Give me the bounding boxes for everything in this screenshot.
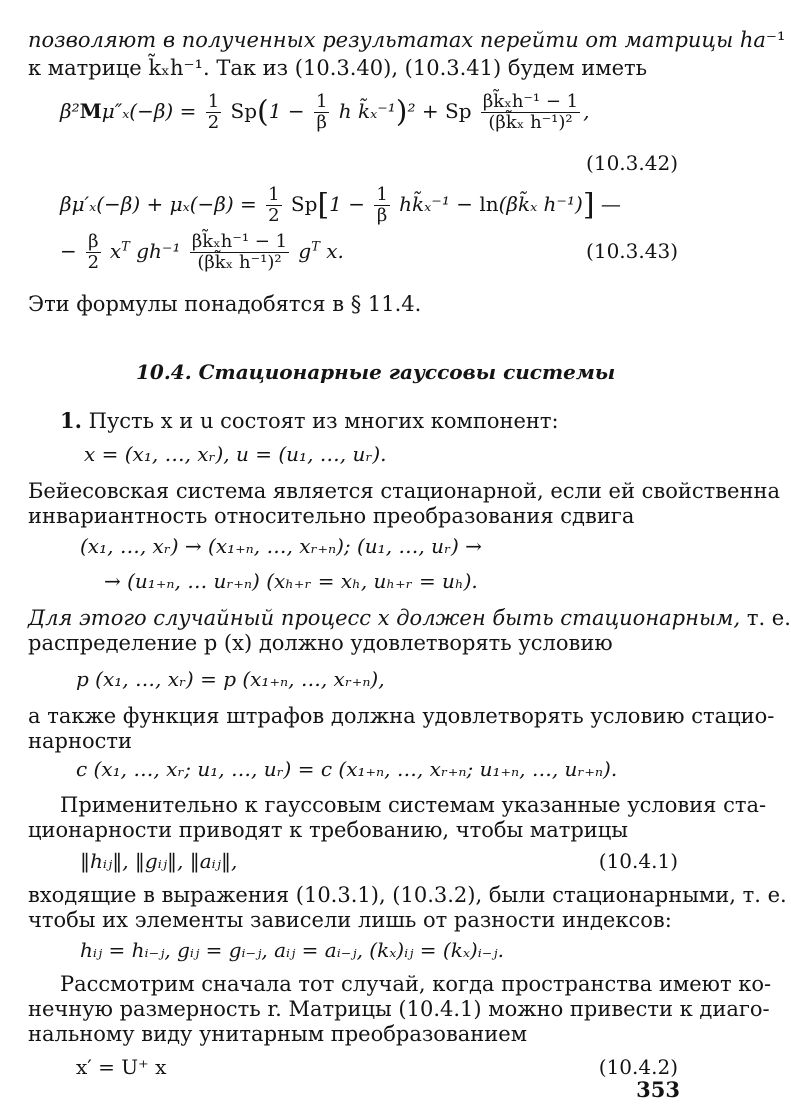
equation-10-3-43-line-1: βμ′ₓ(−β) + μₓ(−β) = $\frac{1}{2}$ Sp[1 − $\frac{1}{\beta}$ hk̃ₓ⁻¹ − ln(βk̃ₓ h⁻¹)] —	[60, 184, 621, 226]
equation-p: p (x₁, …, xᵣ) = p (x₁₊ₙ, …, xᵣ₊ₙ),	[76, 667, 385, 691]
page-number: 353	[636, 1077, 680, 1102]
equation-stationary: hᵢⱼ = hᵢ₋ⱼ, gᵢⱼ = gᵢ₋ⱼ, aᵢⱼ = aᵢ₋ⱼ, (kₓ)ᵢⱼ = (kₓ)ᵢ₋ⱼ.	[80, 938, 504, 962]
equation-number-10-4-2: (10.4.2)	[598, 1055, 678, 1079]
paragraph-3-tail: т. е.	[740, 606, 791, 630]
equation-c: c (x₁, …, xᵣ; u₁, …, uᵣ) = c (x₁₊ₙ, …, xᵣ₊ₙ; u₁₊ₙ, …, uᵣ₊ₙ).	[76, 757, 618, 781]
paragraph-7-line-3: нальному виду унитарным преобразованием	[28, 1022, 528, 1046]
equation-number-10-3-42: (10.3.42)	[586, 151, 678, 175]
paragraph-4-line-1: а также функция штрафов должна удовлетворять условию стацио-	[28, 704, 775, 728]
equation-number-10-4-1: (10.4.1)	[598, 849, 678, 873]
paragraph-5-line-2: ционарности приводят к требованию, чтобы матрицы	[28, 818, 629, 842]
item-number: 1.	[60, 408, 82, 433]
equation-components: x = (x₁, …, xᵣ), u = (u₁, …, uᵣ).	[84, 442, 387, 466]
paragraph-3-line-2: распределение p (x) должно удовлетворять условию	[28, 631, 613, 655]
intro-line-1: позволяют в полученных результатах перейти от матрицы ha⁻¹	[28, 28, 786, 52]
equation-matrices: ‖hᵢⱼ‖, ‖gᵢⱼ‖, ‖aᵢⱼ‖,	[80, 849, 238, 873]
paragraph-2-line-2: инвариантность относительно преобразования сдвига	[28, 504, 635, 528]
paragraph-2-line-1: Бейесовская система является стационарной, если ей свойственна	[28, 479, 780, 503]
equation-shift-line-2: → (u₁₊ₙ, … uᵣ₊ₙ) (xₕ₊ᵣ = xₕ, uₕ₊ᵣ = uₕ).	[104, 569, 478, 593]
paragraph-6-line-1: входящие в выражения (10.3.1), (10.3.2), были стационарными, т. е.	[28, 883, 787, 907]
paragraph-3-italic: Для этого случайный процесс x должен быть стационарным,	[28, 606, 741, 630]
equation-number-10-3-43: (10.3.43)	[586, 239, 678, 263]
intro-line-2: к матрице k̃ₓh⁻¹. Так из (10.3.40), (10.3.41) будем иметь	[28, 56, 648, 80]
section-title: 10.4. Стационарные гауссовы системы	[136, 360, 616, 384]
paragraph-3-line-1	[28, 605, 791, 631]
equation-shift-line-1: (x₁, …, xᵣ) → (x₁₊ₙ, …, xᵣ₊ₙ); (u₁, …, uᵣ) →	[80, 534, 482, 558]
paragraph-5-line-1: Применительно к гауссовым системам указанные условия ста-	[60, 793, 767, 817]
equation-10-3-43-line-2: − $\frac{\beta}{2}$ $x^T$ gh⁻¹ $\frac{\text{βk̃ₓh⁻¹ − 1}}{\text{(βk̃ₓ h⁻¹)²}}$ $g^T$ x.	[60, 231, 344, 273]
formulas-note: Эти формулы понадобятся в § 11.4.	[28, 292, 422, 316]
equation-unitary: x′ = U⁺ x	[76, 1055, 167, 1079]
equation-10-3-42: β²Mμ″ₓ(−β) = $\frac{1}{2}$ Sp(1 − $\frac{1}{\beta}$ h k̃ₓ⁻¹)² + Sp $\frac{\text{βk̃ₓh⁻¹ − 1}}{\text{(βk̃ₓ h⁻¹)²}}$ ,	[60, 91, 590, 133]
intro-line-1-text: позволяют в полученных результатах перейти от матрицы ha	[28, 28, 766, 52]
paragraph-6-line-2: чтобы их элементы зависели лишь от разности индексов:	[28, 908, 672, 932]
paragraph-1-text: Пусть x и u состоят из многих компонент:	[88, 409, 559, 433]
paragraph-4-line-2: нарности	[28, 729, 132, 753]
paragraph-7-line-2: нечную размерность r. Матрицы (10.4.1) можно привести к диаго-	[28, 997, 770, 1021]
paragraph-1	[60, 408, 559, 434]
paragraph-7-line-1: Рассмотрим сначала тот случай, когда пространства имеют ко-	[60, 972, 772, 996]
